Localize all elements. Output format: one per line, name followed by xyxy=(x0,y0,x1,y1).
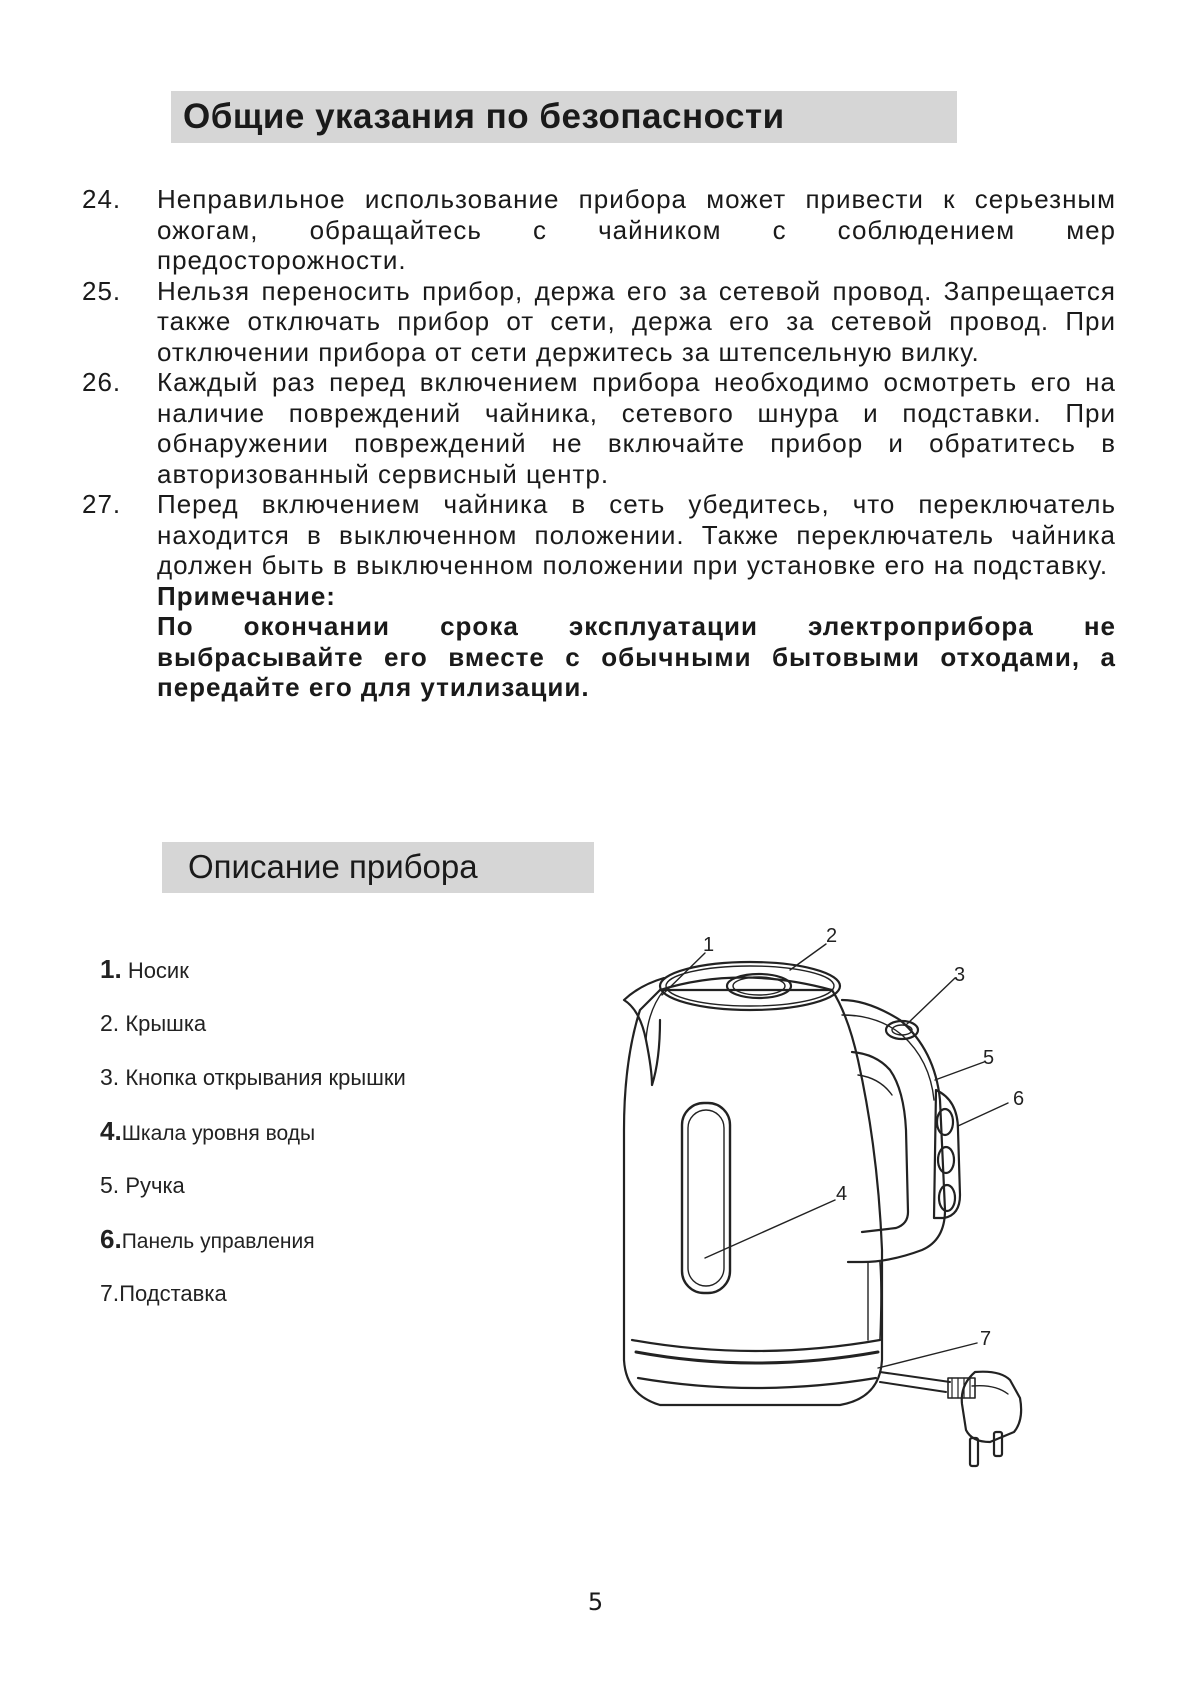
item-number: 26. xyxy=(82,367,122,397)
diagram-label-6: 6 xyxy=(1013,1088,1025,1110)
kettle-spout xyxy=(624,978,664,1085)
item-text: Нельзя переносить прибор, держа его за сетевой провод. Запрещается также отключать прибор от сети, держа его за сетевой провод. При отключении прибора от сети держитесь за штепсельную вилку. xyxy=(157,275,1116,367)
safety-item xyxy=(82,489,1116,581)
kettle-lid-rim xyxy=(660,978,832,991)
safety-items xyxy=(82,184,1116,703)
kettle-base xyxy=(632,1340,880,1351)
diagram-label-5: 5 xyxy=(983,1047,995,1069)
item-text: Неправильное использование прибора может привести к серьезным ожогам, обращайтесь с чайником с соблюдением мер предосторожности. xyxy=(157,184,1116,275)
note-title: Примечание: xyxy=(157,580,336,611)
part-label: Кнопка открывания крышки xyxy=(125,1065,406,1090)
list-item xyxy=(100,1117,406,1171)
part-number: 6. xyxy=(100,1224,122,1254)
item-text: Каждый раз перед включением прибора необходимо осмотреть его на наличие повреждений чайника, сетевого шнура и подставки. При обнаружении повреждений не включайте прибор и обратитесь в авторизованный сервисный центр. xyxy=(157,367,1116,489)
safety-item xyxy=(82,367,1116,489)
power-cord xyxy=(880,1372,950,1392)
list-item xyxy=(100,1225,406,1279)
diagram-label-7: 7 xyxy=(980,1328,992,1350)
item-number: 27. xyxy=(82,489,122,519)
diagram-label-2: 2 xyxy=(826,925,838,947)
diagram-label-1: 1 xyxy=(703,934,715,956)
part-label: Крышка xyxy=(125,1011,207,1036)
part-label: Ручка xyxy=(125,1173,185,1198)
list-item xyxy=(100,1063,406,1117)
safety-item xyxy=(82,276,1116,368)
part-number: 3. xyxy=(100,1064,120,1090)
item-number: 24. xyxy=(82,184,122,214)
part-label: Шкала уровня воды xyxy=(121,1122,316,1145)
kettle-diagram xyxy=(615,925,1055,1485)
part-label: Подставка xyxy=(119,1281,227,1306)
water-gauge xyxy=(682,1103,730,1293)
part-number: 4. xyxy=(100,1116,122,1146)
parts-list xyxy=(100,955,406,1333)
list-item xyxy=(100,1279,406,1333)
safety-item xyxy=(82,184,1116,276)
part-number: 2. xyxy=(100,1010,120,1036)
item-number: 25. xyxy=(82,275,122,306)
page-number: 5 xyxy=(587,1588,604,1616)
item-text: Перед включением чайника в сеть убедитесь, что переключатель находится в выключенном положении. Также переключатель чайника должен быть в выключенном положении при установке его на подставку. xyxy=(157,489,1116,580)
lid-open-button xyxy=(886,1021,918,1039)
part-label: Носик xyxy=(127,958,189,983)
list-item xyxy=(100,955,406,1009)
list-item xyxy=(100,1009,406,1063)
kettle-handle xyxy=(842,1000,945,1262)
safety-section-title: Общие указания по безопасности xyxy=(183,97,785,136)
part-number: 1. xyxy=(100,954,122,984)
description-section-title: Описание прибора xyxy=(188,848,478,885)
list-item xyxy=(100,1171,406,1225)
part-number: 7. xyxy=(100,1280,120,1306)
diagram-label-4: 4 xyxy=(836,1183,848,1205)
part-label: Панель управления xyxy=(121,1230,315,1253)
part-number: 5. xyxy=(100,1172,120,1198)
note-text: По окончании срока эксплуатации электроприбора не выбрасывайте его вместе с обычными бытовыми отходами, а передайте его для утилизации. xyxy=(157,611,1116,702)
power-plug xyxy=(962,1372,1021,1442)
diagram-label-3: 3 xyxy=(954,964,966,986)
